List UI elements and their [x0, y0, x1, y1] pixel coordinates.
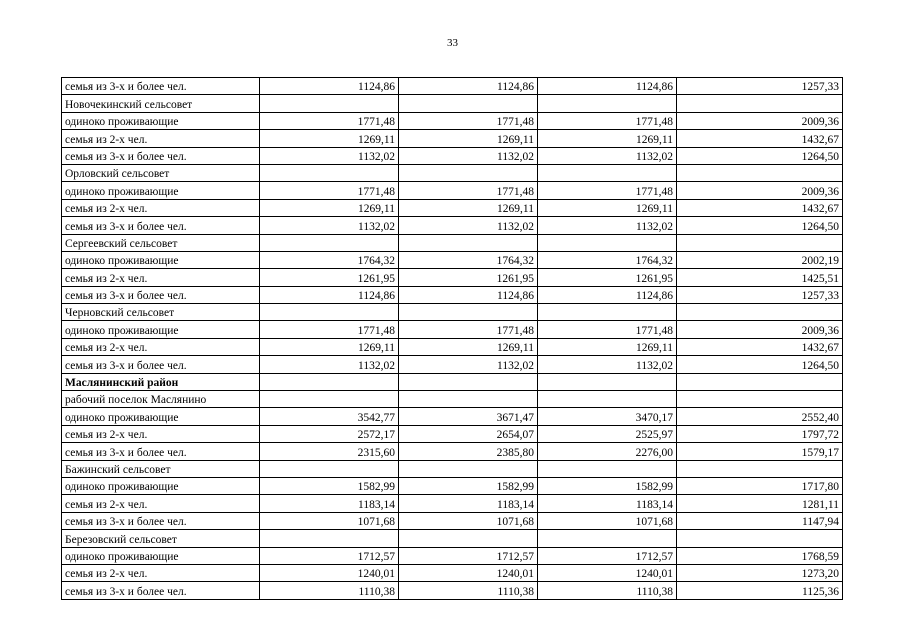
- row-label: Бажинский сельсовет: [62, 460, 260, 477]
- value-cell: 1582,99: [538, 477, 677, 494]
- page-number: 33: [447, 37, 458, 49]
- table-row: [62, 286, 843, 303]
- value-cell: [260, 164, 399, 181]
- value-cell: 1110,38: [399, 582, 538, 599]
- tariff-table: [61, 77, 843, 600]
- value-cell: 1269,11: [260, 199, 399, 216]
- value-cell: 1132,02: [538, 147, 677, 164]
- table-row: [62, 234, 843, 251]
- value-cell: 1771,48: [538, 321, 677, 338]
- value-cell: 1269,11: [260, 130, 399, 147]
- value-cell: [677, 95, 843, 112]
- value-cell: 2009,36: [677, 112, 843, 129]
- value-cell: 1764,32: [399, 251, 538, 268]
- row-label: одиноко проживающие: [62, 321, 260, 338]
- value-cell: [260, 95, 399, 112]
- value-cell: [399, 460, 538, 477]
- value-cell: 3470,17: [538, 408, 677, 425]
- value-cell: 1261,95: [538, 269, 677, 286]
- value-cell: 1582,99: [399, 477, 538, 494]
- value-cell: 2572,17: [260, 425, 399, 442]
- value-cell: 1132,02: [538, 356, 677, 373]
- value-cell: 1183,14: [260, 495, 399, 512]
- value-cell: [260, 373, 399, 390]
- value-cell: 1771,48: [260, 321, 399, 338]
- table-row: [62, 495, 843, 512]
- table-row: [62, 147, 843, 164]
- value-cell: 2009,36: [677, 321, 843, 338]
- value-cell: 1771,48: [538, 182, 677, 199]
- value-cell: 1281,11: [677, 495, 843, 512]
- value-cell: 1771,48: [538, 112, 677, 129]
- value-cell: 1425,51: [677, 269, 843, 286]
- row-label: семья из 3-х и более чел.: [62, 286, 260, 303]
- value-cell: 1764,32: [538, 251, 677, 268]
- value-cell: [677, 164, 843, 181]
- value-cell: [260, 391, 399, 408]
- value-cell: [538, 234, 677, 251]
- value-cell: 1124,86: [260, 286, 399, 303]
- value-cell: 1261,95: [399, 269, 538, 286]
- value-cell: 1273,20: [677, 564, 843, 581]
- row-label: Орловский сельсовет: [62, 164, 260, 181]
- value-cell: 2009,36: [677, 182, 843, 199]
- value-cell: 1110,38: [538, 582, 677, 599]
- value-cell: [677, 460, 843, 477]
- table-row: [62, 78, 843, 95]
- value-cell: 1264,50: [677, 217, 843, 234]
- row-label: семья из 3-х и более чел.: [62, 356, 260, 373]
- table-row: [62, 182, 843, 199]
- value-cell: 1771,48: [399, 112, 538, 129]
- value-cell: 2385,80: [399, 443, 538, 460]
- value-cell: 1071,68: [260, 512, 399, 529]
- value-cell: [260, 530, 399, 547]
- value-cell: 1797,72: [677, 425, 843, 442]
- table-row: [62, 356, 843, 373]
- table-row: [62, 564, 843, 581]
- value-cell: [399, 304, 538, 321]
- value-cell: 1124,86: [538, 286, 677, 303]
- table-row: [62, 408, 843, 425]
- table-row: [62, 373, 843, 390]
- row-label: Черновский сельсовет: [62, 304, 260, 321]
- row-label: одиноко проживающие: [62, 408, 260, 425]
- value-cell: 1269,11: [399, 338, 538, 355]
- row-label: семья из 2-х чел.: [62, 199, 260, 216]
- value-cell: 1240,01: [399, 564, 538, 581]
- table-row: [62, 304, 843, 321]
- value-cell: [538, 304, 677, 321]
- value-cell: 1771,48: [399, 321, 538, 338]
- value-cell: 1432,67: [677, 338, 843, 355]
- row-label: одиноко проживающие: [62, 112, 260, 129]
- value-cell: [260, 234, 399, 251]
- value-cell: 1764,32: [260, 251, 399, 268]
- table-row: [62, 582, 843, 599]
- value-cell: [538, 164, 677, 181]
- value-cell: 1582,99: [260, 477, 399, 494]
- row-label: Новочекинский сельсовет: [62, 95, 260, 112]
- table-row: [62, 112, 843, 129]
- value-cell: 1071,68: [538, 512, 677, 529]
- value-cell: [538, 95, 677, 112]
- value-cell: 1771,48: [260, 112, 399, 129]
- row-label: семья из 2-х чел.: [62, 495, 260, 512]
- table-row: [62, 251, 843, 268]
- value-cell: 1768,59: [677, 547, 843, 564]
- row-label: семья из 2-х чел.: [62, 564, 260, 581]
- value-cell: 2525,97: [538, 425, 677, 442]
- table-row: [62, 547, 843, 564]
- value-cell: 2002,19: [677, 251, 843, 268]
- value-cell: 1183,14: [399, 495, 538, 512]
- value-cell: 1771,48: [399, 182, 538, 199]
- value-cell: 1132,02: [538, 217, 677, 234]
- value-cell: [538, 530, 677, 547]
- table-row: [62, 512, 843, 529]
- value-cell: [677, 373, 843, 390]
- value-cell: 1257,33: [677, 78, 843, 95]
- table-row: [62, 321, 843, 338]
- value-cell: 1132,02: [399, 356, 538, 373]
- value-cell: 1124,86: [538, 78, 677, 95]
- value-cell: 1712,57: [399, 547, 538, 564]
- value-cell: 1432,67: [677, 130, 843, 147]
- value-cell: 1124,86: [399, 286, 538, 303]
- value-cell: 1579,17: [677, 443, 843, 460]
- value-cell: 1264,50: [677, 356, 843, 373]
- value-cell: 3671,47: [399, 408, 538, 425]
- value-cell: 1240,01: [538, 564, 677, 581]
- value-cell: 1269,11: [399, 199, 538, 216]
- table-row: [62, 217, 843, 234]
- table-row: [62, 95, 843, 112]
- row-label: семья из 3-х и более чел.: [62, 443, 260, 460]
- table-row: [62, 443, 843, 460]
- value-cell: [399, 391, 538, 408]
- table-row: [62, 199, 843, 216]
- value-cell: 1132,02: [260, 217, 399, 234]
- value-cell: 1269,11: [399, 130, 538, 147]
- value-cell: 2315,60: [260, 443, 399, 460]
- value-cell: 3542,77: [260, 408, 399, 425]
- value-cell: [399, 234, 538, 251]
- value-cell: [260, 460, 399, 477]
- row-label: семья из 2-х чел.: [62, 130, 260, 147]
- value-cell: [677, 304, 843, 321]
- value-cell: 2654,07: [399, 425, 538, 442]
- value-cell: 1110,38: [260, 582, 399, 599]
- row-label: одиноко проживающие: [62, 477, 260, 494]
- row-label: семья из 2-х чел.: [62, 425, 260, 442]
- value-cell: 1261,95: [260, 269, 399, 286]
- value-cell: 1432,67: [677, 199, 843, 216]
- row-label: семья из 3-х и более чел.: [62, 512, 260, 529]
- value-cell: [399, 530, 538, 547]
- row-label: Березовский сельсовет: [62, 530, 260, 547]
- table-row: [62, 530, 843, 547]
- value-cell: [677, 530, 843, 547]
- row-label: рабочий поселок Маслянино: [62, 391, 260, 408]
- value-cell: 1712,57: [538, 547, 677, 564]
- row-label: семья из 2-х чел.: [62, 338, 260, 355]
- value-cell: 1124,86: [260, 78, 399, 95]
- row-label: семья из 3-х и более чел.: [62, 78, 260, 95]
- value-cell: [538, 391, 677, 408]
- table-row: [62, 338, 843, 355]
- value-cell: 1147,94: [677, 512, 843, 529]
- value-cell: [538, 373, 677, 390]
- table-row: [62, 130, 843, 147]
- table-row: [62, 477, 843, 494]
- value-cell: [399, 373, 538, 390]
- value-cell: 1717,80: [677, 477, 843, 494]
- value-cell: 1269,11: [538, 130, 677, 147]
- value-cell: 1132,02: [399, 217, 538, 234]
- value-cell: 2276,00: [538, 443, 677, 460]
- value-cell: 1269,11: [260, 338, 399, 355]
- value-cell: 2552,40: [677, 408, 843, 425]
- row-label: Маслянинский район: [62, 373, 260, 390]
- value-cell: 1269,11: [538, 338, 677, 355]
- value-cell: [538, 460, 677, 477]
- value-cell: 1071,68: [399, 512, 538, 529]
- value-cell: [399, 164, 538, 181]
- row-label: одиноко проживающие: [62, 182, 260, 199]
- row-label: Сергеевский сельсовет: [62, 234, 260, 251]
- value-cell: [677, 391, 843, 408]
- value-cell: 1132,02: [260, 356, 399, 373]
- table-row: [62, 425, 843, 442]
- value-cell: 1240,01: [260, 564, 399, 581]
- value-cell: [399, 95, 538, 112]
- table-row: [62, 460, 843, 477]
- row-label: семья из 2-х чел.: [62, 269, 260, 286]
- value-cell: [677, 234, 843, 251]
- table-row: [62, 391, 843, 408]
- value-cell: 1269,11: [538, 199, 677, 216]
- row-label: семья из 3-х и более чел.: [62, 582, 260, 599]
- value-cell: 1771,48: [260, 182, 399, 199]
- value-cell: [260, 304, 399, 321]
- value-cell: 1125,36: [677, 582, 843, 599]
- value-cell: 1124,86: [399, 78, 538, 95]
- value-cell: 1183,14: [538, 495, 677, 512]
- row-label: одиноко проживающие: [62, 547, 260, 564]
- value-cell: 1257,33: [677, 286, 843, 303]
- value-cell: 1132,02: [260, 147, 399, 164]
- value-cell: 1132,02: [399, 147, 538, 164]
- value-cell: 1264,50: [677, 147, 843, 164]
- row-label: семья из 3-х и более чел.: [62, 217, 260, 234]
- table-row: [62, 164, 843, 181]
- table-row: [62, 269, 843, 286]
- value-cell: 1712,57: [260, 547, 399, 564]
- row-label: одиноко проживающие: [62, 251, 260, 268]
- row-label: семья из 3-х и более чел.: [62, 147, 260, 164]
